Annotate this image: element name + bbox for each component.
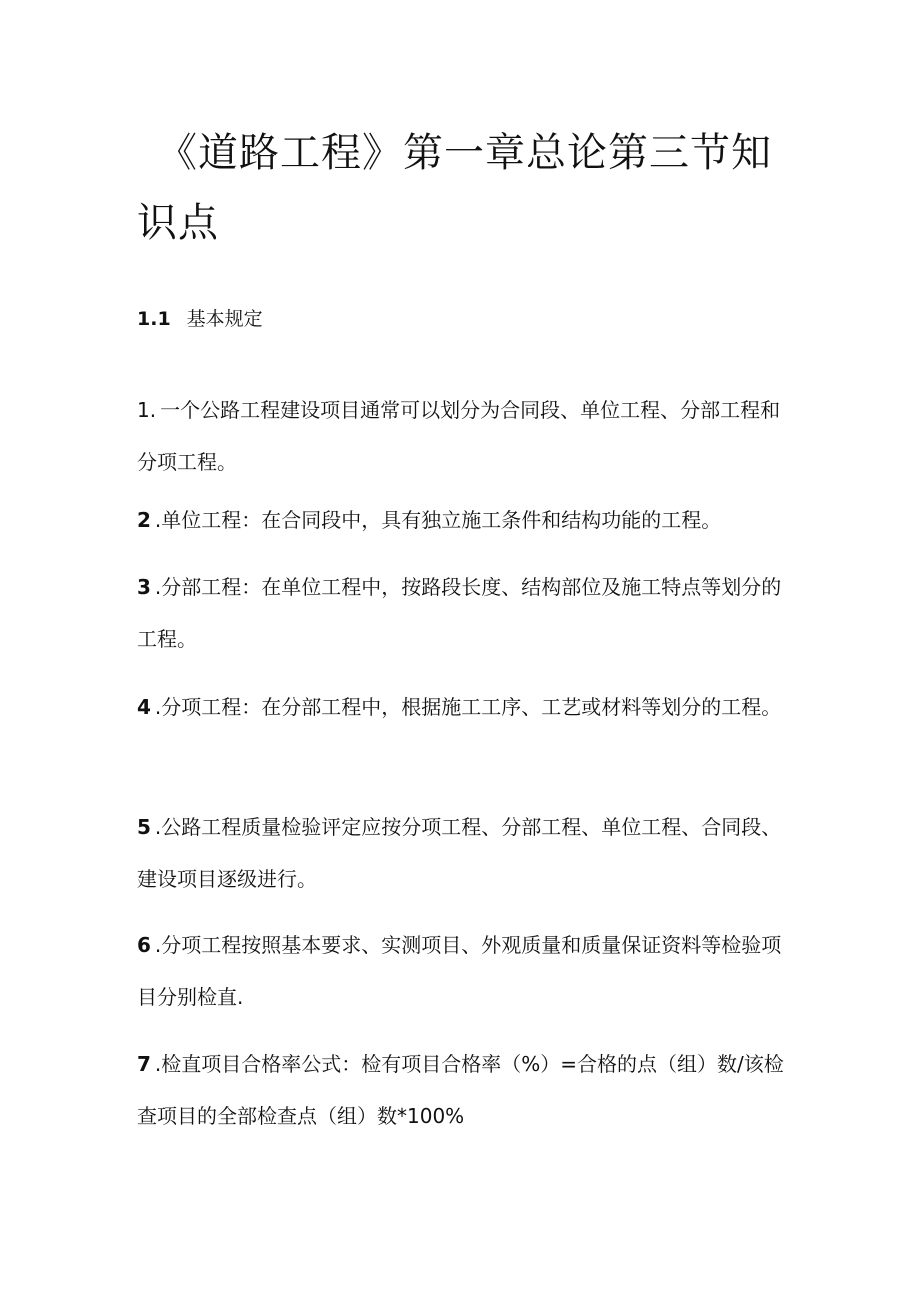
section-number: 1.1	[137, 308, 171, 330]
item-text: .单位工程：在合同段中，具有独立施工条件和结构功能的工程。	[154, 508, 722, 532]
item-text: .分部工程：在单位工程中，按路段长度、结构部位及施工特点等划分的工程。	[137, 575, 782, 651]
item-number: 4	[137, 695, 151, 719]
item-text: 一个公路工程建设项目通常可以划分为合同段、单位工程、分部工程和分项工程。	[137, 398, 781, 474]
item-text: .公路工程质量检验评定应按分项工程、分部工程、单位工程、合同段、建设项目逐级进行。	[137, 815, 782, 891]
list-item	[137, 561, 787, 665]
section-label: 基本规定	[186, 308, 263, 330]
item-number: 7	[137, 1052, 151, 1076]
list-item	[137, 384, 787, 488]
item-text: .分项工程：在分部工程中，根据施工工序、工艺或材料等划分的工程。	[154, 695, 782, 719]
list-item	[137, 1038, 787, 1142]
list-item	[137, 494, 787, 546]
document-title: 《道路工程》第一章总论第三节知识点	[137, 130, 772, 246]
item-text: .检直项目合格率公式：检有项目合格率（%）=合格的点（组）数/该检查项目的全部检查点（组）数*100%	[137, 1052, 784, 1128]
item-text: .分项工程按照基本要求、实测项目、外观质量和质量保证资料等检验项目分别检直.	[137, 933, 782, 1009]
item-number: 2	[137, 508, 151, 532]
section-heading	[137, 305, 263, 333]
item-number: 5	[137, 815, 151, 839]
list-item	[137, 681, 787, 733]
item-number: 3	[137, 575, 151, 599]
list-item	[137, 801, 787, 905]
item-number: 1.	[137, 398, 157, 422]
item-number: 6	[137, 933, 151, 957]
list-item	[137, 919, 787, 1023]
